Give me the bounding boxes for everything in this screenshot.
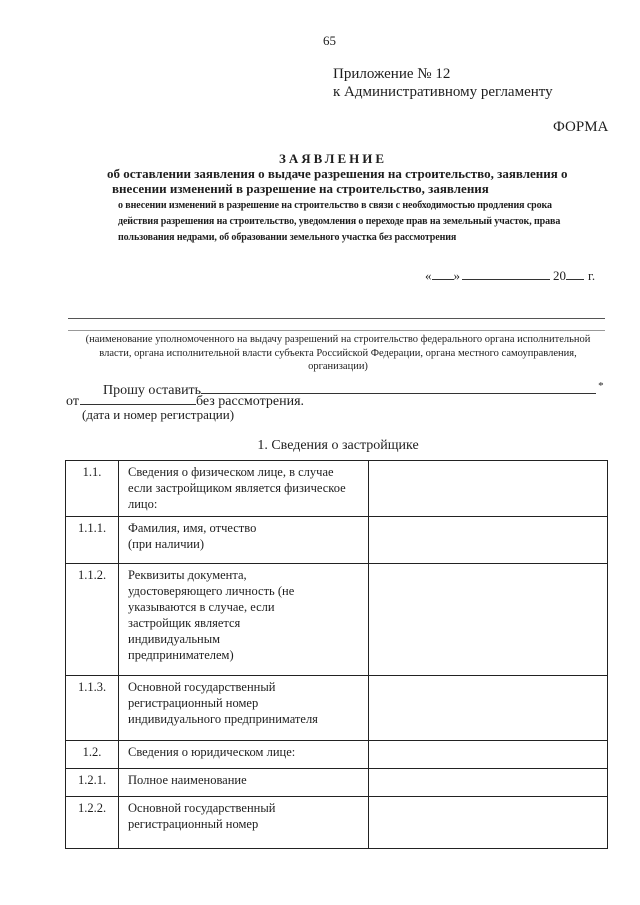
developer-info-table <box>65 460 608 849</box>
table-row <box>66 769 608 797</box>
section-title: 1. Сведения о застройщике <box>257 438 419 453</box>
registration-blank <box>80 394 196 405</box>
table-row <box>66 564 608 676</box>
row-number: 1.2. <box>66 741 119 769</box>
row-value-cell <box>369 676 608 741</box>
date-close-quote: » <box>453 268 460 283</box>
table-row <box>66 461 608 517</box>
row-label-line: застройщик является <box>128 616 241 630</box>
title-small-line: о внесении изменений в разрешение на строительство в связи с необходимостью продления срока <box>118 200 552 211</box>
row-label-line: регистрационный номер <box>128 817 259 831</box>
row-label-line: Основной государственный <box>128 801 276 815</box>
row-label-line: индивидуального предпринимателя <box>128 712 318 726</box>
authority-caption-line: организации) <box>308 361 368 372</box>
title-small-line: пользования недрами, об образовании земельного участка без рассмотрения <box>118 232 457 243</box>
row-label-line: если застройщиком является физическое <box>128 481 346 495</box>
row-label-line: указываются в случае, если <box>128 600 275 614</box>
request-blank <box>201 383 596 394</box>
row-label <box>119 741 369 769</box>
document-heading: ЗАЯВЛЕНИЕ <box>278 151 388 166</box>
date-open-quote: « <box>425 268 432 283</box>
row-label-line: предпринимателем) <box>128 648 234 662</box>
day-blank <box>432 269 454 280</box>
authority-underline <box>68 318 605 319</box>
table-row <box>66 676 608 741</box>
authority-caption-line: власти, органа исполнительной власти субъекта Российской Федерации, органа местного самоуправления, <box>99 348 577 359</box>
authority-caption-line: (наименование уполномоченного на выдачу разрешений на строительство федерального органа исполнительной <box>85 334 591 345</box>
year-prefix: 20 <box>553 268 566 283</box>
year-blank <box>566 269 584 280</box>
row-label-line: индивидуальным <box>128 632 221 646</box>
request-prefix: Прошу оставить <box>103 383 202 398</box>
row-number: 1.1.3. <box>66 676 119 741</box>
title-small-line: действия разрешения на строительство, уведомления о переходе прав на земельный участок, права <box>118 216 561 227</box>
row-label-line: Фамилия, имя, отчество <box>128 521 257 535</box>
date-line <box>425 269 595 284</box>
appendix-number: Приложение № 12 <box>333 66 451 82</box>
registration-suffix: без рассмотрения. <box>195 394 305 409</box>
year-suffix: г. <box>588 268 596 283</box>
appendix-reference: к Административному регламенту <box>333 84 553 100</box>
table-row <box>66 741 608 769</box>
row-label <box>119 797 369 849</box>
month-blank <box>462 269 550 280</box>
row-label <box>119 564 369 676</box>
row-label-line: Сведения о физическом лице, в случае <box>128 465 334 479</box>
row-value-cell <box>369 564 608 676</box>
row-label-line: регистрационный номер <box>128 696 259 710</box>
row-number: 1.2.1. <box>66 769 119 797</box>
table-row <box>66 517 608 564</box>
row-value-cell <box>369 461 608 517</box>
row-value-cell <box>369 797 608 849</box>
row-label-line: Сведения о юридическом лице: <box>128 745 296 759</box>
row-value-cell <box>369 517 608 564</box>
registration-caption: (дата и номер регистрации) <box>82 407 235 422</box>
form-label: ФОРМА <box>553 119 609 135</box>
title-line: внесении изменений в разрешение на строительство, заявления <box>112 181 489 196</box>
row-number: 1.2.2. <box>66 797 119 849</box>
authority-underline <box>68 330 605 331</box>
row-number: 1.1. <box>66 461 119 517</box>
row-label-line: лицо: <box>128 497 158 511</box>
title-line: об оставлении заявления о выдаче разрешения на строительство, заявления о <box>107 166 568 181</box>
row-label <box>119 676 369 741</box>
row-label-line: Основной государственный <box>128 680 276 694</box>
row-value-cell <box>369 769 608 797</box>
row-label-line: Полное наименование <box>128 773 247 787</box>
row-label <box>119 517 369 564</box>
row-label <box>119 461 369 517</box>
row-label <box>119 769 369 797</box>
registration-prefix: от <box>66 394 79 409</box>
footnote-asterisk: * <box>598 380 604 392</box>
row-label-line: удостоверяющего личность (не <box>128 584 295 598</box>
page-number: 65 <box>323 33 336 48</box>
row-label-line: (при наличии) <box>128 537 205 551</box>
row-number: 1.1.2. <box>66 564 119 676</box>
row-label-line: Реквизиты документа, <box>128 568 247 582</box>
row-number: 1.1.1. <box>66 517 119 564</box>
row-value-cell <box>369 741 608 769</box>
table-row <box>66 797 608 849</box>
